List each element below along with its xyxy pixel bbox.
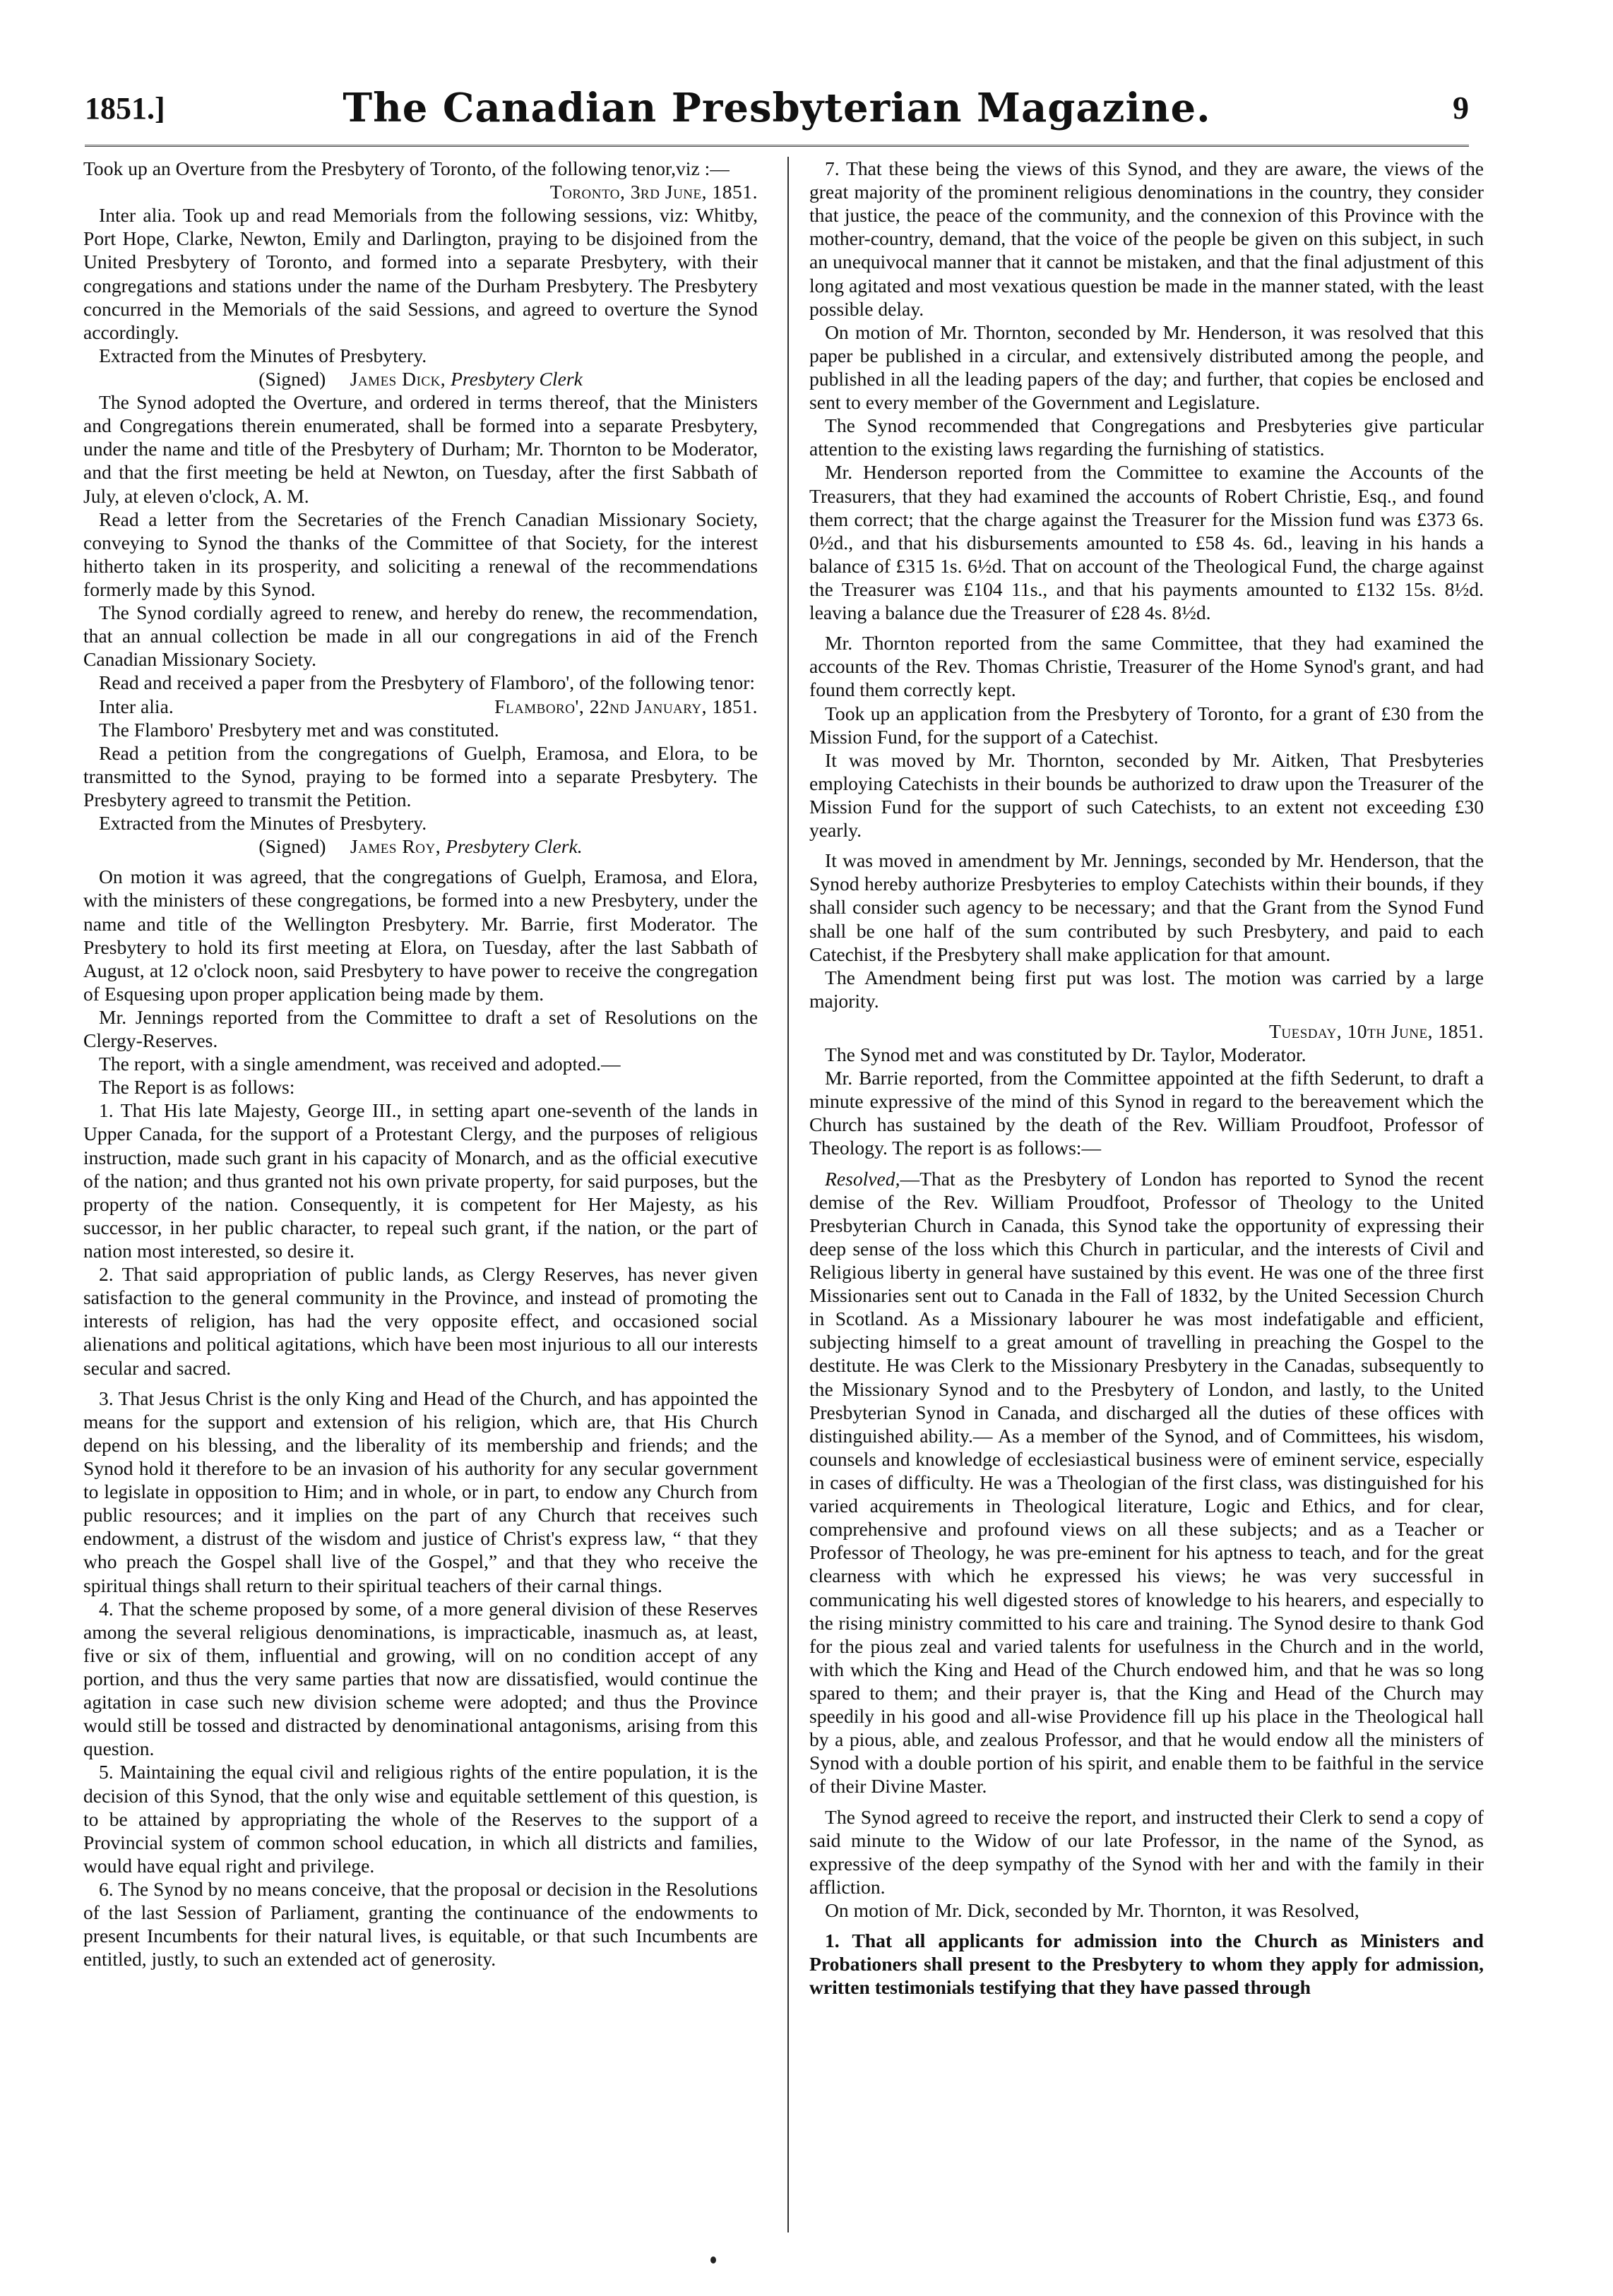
footer-dot [710, 2256, 716, 2264]
signatory-name: James Dick, [350, 367, 446, 390]
paragraph: Mr. Barrie reported, from the Committee appointed at the fifth Sederunt, to draft a minute expressive of the mind of this Synod in regard to the bereavement which the Church has sustained by the death of the Rev. William Proudfoot, Professor of Theology. The report is as follows:— [809, 1067, 1484, 1159]
paragraph: It was moved by Mr. Thornton, seconded by Mr. Aitken, That Presbyteries employing Catechists in their bounds be authorized to draw upon the Treasurer of the Mission Fund for the support of such Catechists, to an extent not exceeding £30 yearly. [809, 748, 1484, 842]
paragraph: Inter alia. Took up and read Memorials from the following sessions, viz: Whitby, Port Hope, Clarke, Newton, Emily and Darlington, praying to be disjoined from the United Presbytery of Toronto, and formed into a separate Presbytery, with their congregations and stations under the name of the Durham Presbytery. The Presbytery concurred in the Memorials of the said Sessions, and agreed to overture the Synod accordingly. [83, 204, 758, 343]
paragraph: Read and received a paper from the Presbytery of Flamboro', of the following tenor: [99, 671, 756, 694]
paragraph: Mr. Henderson reported from the Committee to examine the Accounts of the Treasurers, that they had examined the accounts of Robert Christie, Esq., and found them correct; that the charge against the Treasurer for the Mission fund was £373 6s. 0½d., and that his disbursements amounted to £58 4s. 6d., leaving in his hands a balance of £315 1s. 6½d. That on account of the Theological Fund, the charge against the Treasurer was £104 11s., and that his payments amounted to £132 15s. 8½d. leaving a balance due the Treasurer of £28 4s. 8½d. [809, 461, 1484, 624]
left-column [83, 157, 758, 1971]
paragraph: The Synod recommended that Congregations and Presbyteries give particular attention to the existing laws regarding the furnishing of statistics. [809, 414, 1484, 460]
resolution-item: 1. That His late Majesty, George III., in setting apart one-seventh of the lands in Upper Canada, for the support of a Protestant Clergy, and the purposes of religious instruction, made such grant in his capacity of Monarch, and as the official executive of the nation; and thus granted not his own private property, for said purposes, but the property of the nation. Consequently, it is competent for Her Majesty, as his successor, in her public character, to repeal such grant, if the nation, or the part of nation most interested, so desire it. [83, 1099, 758, 1262]
page-header [85, 85, 1469, 148]
paragraph: The Synod cordially agreed to renew, and hereby do renew, the recommendation, that an annual collection be made in all our congregations in aid of the French Canadian Missionary Society. [83, 602, 758, 671]
paragraph: The Report is as follows: [99, 1076, 295, 1099]
paragraph: Took up an Overture from the Presbytery of Toronto, of the following tenor,viz :— [83, 157, 730, 179]
paragraph: Extracted from the Minutes of Presbytery. [99, 344, 427, 366]
header-rule [85, 145, 1469, 147]
signatory-name: James Roy, [350, 835, 441, 858]
signed-label: (Signed) [258, 367, 326, 390]
paragraph: Mr. Thornton reported from the same Committee, that they had examined the accounts of the Rev. Thomas Christie, Treasurer of the Home Synod's grant, and had found them correctly kept. [809, 632, 1484, 701]
paragraph: The report, with a single amendment, was received and adopted.— [99, 1053, 621, 1075]
resolution-item: 2. That said appropriation of public lands, as Clergy Reserves, has never given satisfaction to the general community in the Province, and instead of promoting the interests of religion, has had the very opposite effect, and occasioned social alienations and political agitations, which have been most injurious to all our interests secular and sacred. [83, 1263, 758, 1379]
resolution-item: 6. The Synod by no means conceive, that the proposal or decision in the Resolutions of the last Session of Parliament, granting the continuance of the endowments to present Incumbents for their natural lives, is equitable, or that such Incumbents are entitled, justly, to such an extended act of generosity. [83, 1877, 758, 1971]
header-year: 1851.] [85, 91, 165, 126]
dateline-lead: Inter alia. [99, 695, 174, 717]
resolution-item: 4. That the scheme proposed by some, of a more general division of these Reserves among the several religious denominations, is impracticable, inasmuch as, at least, five or six of them, influential and growing, will on no condition accept of any portion, and thus the very same parties that now are dissatisfied, would continue the agitation in case such new division scheme were adopted; and thus the Province would still be tossed and distracted by denominational antagonisms, arising from this question. [83, 1597, 758, 1760]
paragraph: Mr. Jennings reported from the Committee to draft a set of Resolutions on the Clergy-Reserves. [83, 1005, 758, 1052]
page-number: 9 [1453, 90, 1469, 126]
column-divider [787, 157, 789, 2232]
paragraph: The Synod adopted the Overture, and ordered in terms thereof, that the Ministers and Congregations therein enumerated, shall be formed into a separate Presbytery, under the name and title of the Presbytery of Durham; Mr. Thornton to be Moderator, and that the first meeting be held at Newton, on Tuesday, after the first Sabbath of July, at eleven o'clock, A. M. [83, 391, 758, 507]
paragraph: The Synod met and was constituted by Dr. Taylor, Moderator. [825, 1044, 1307, 1066]
resolution-item: 1. That all applicants for admission into the Church as Ministers and Probationers shall present to the Presbytery to whom they apply for admission, written testimonials testifying that they have passed through [809, 1930, 1484, 1999]
resolution-item: 5. Maintaining the equal civil and religious rights of the entire population, it is the decision of this Synod, that the only wise and equitable settlement of this question, is to be attained by appropriating the whole of the Reserves to the support of a Provincial system of common school education, in which all districts and families, would have equal right and privilege. [83, 1761, 758, 1877]
dateline [83, 695, 758, 718]
signatory-role: Presbytery Clerk [451, 367, 583, 390]
paragraph: Read a letter from the Secretaries of the French Canadian Missionary Society, conveying to Synod the thanks of the Committee of that Society, for the interest hitherto taken in its prosperity, and soliciting a renewal of the recommendations formerly made by this Synod. [83, 508, 758, 600]
resolution-item: 7. That these being the views of this Synod, and they are aware, the views of the great majority of the prominent religious denominations in the country, they consider that justice, the peace of the community, and the connexion of this Province with the mother-country, demand, that the voice of the people be given on this subject, in such an unequivocal manner that it cannot be mistaken, and that the final adjustment of this long agitated and most vexatious question be made in the manner stated, with the least possible delay. [809, 157, 1484, 320]
resolution-text [809, 1167, 1484, 1798]
paragraph: On motion it was agreed, that the congregations of Guelph, Eramosa, and Elora, with the ministers of these congregations, be formed into a new Presbytery, under the name and title of the Wellington Presbytery. Mr. Barrie, first Moderator. The Presbytery to hold its first meeting at Elora, on Tuesday, after the last Sabbath of August, at 12 o'clock noon, said Presbytery to have power to receive the congregation of Esquesing upon proper application being made by them. [83, 866, 758, 1005]
paragraph: It was moved in amendment by Mr. Jennings, seconded by Mr. Henderson, that the Synod hereby authorize Presbyteries to employ Catechists within their bounds, if they shall consider such agency to be necessary; and that the Grant from the Synod Fund shall be one half of the sum contributed by such Presbytery, and paid to each Catechist, if the Presbytery shall make application for that amount. [809, 849, 1484, 965]
paragraph: Extracted from the Minutes of Presbytery. [99, 812, 427, 835]
paragraph: On motion of Mr. Dick, seconded by Mr. Thornton, it was Resolved, [825, 1899, 1359, 1921]
paragraph: On motion of Mr. Thornton, seconded by Mr. Henderson, it was resolved that this paper be published in a circular, and extensively distributed among the people, and published in all the leading papers of the day; and further, that copies be enclosed and sent to every member of the Government and Legislature. [809, 321, 1484, 414]
signature-line [83, 835, 758, 858]
resolved-body: —That as the Presbytery of London has reported to Synod the recent demise of the Rev. William Proudfoot, Professor of Theology to the United Presbyterian Church in Canada, this Synod take the opportunity of expressing their deep sense of the loss which this Church in particular, and the interests of Civil and Religious liberty in general have sustained by this event. He was one of the three first Missionaries sent out to Canada in the Fall of 1832, by the United Secession Church in Scotland. As a Missionary labourer he was most indefatigable and efficient, subjecting himself to a great amount of travelling in preaching the Gospel to the destitute. He was Clerk to the Missionary Presbytery in the Canadas, subsequently to the Missionary Synod and to the Presbytery of London, and lastly, to the United Presbyterian Synod in Canada, and discharged all the duties of these offices with distinguished ability.— As a member of the Synod, and of Committees, his wisdom, counsels and knowledge of ecclesiastical business were of eminent service, especially in cases of difficulty. He was a Theologian of the first class, was distinguished for his varied acquirements in Theological literature, Logic and Ethics, and for clear, comprehensive and profound views on all these subjects; and as a Teacher or Professor of Theology, he was pre-eminent for his aptness to teach, and for the great clearness with which he expressed his views; he was very successful in communicating his well digested stores of knowledge to his hearers, and especially to the rising ministry committed to his care and training. The Synod desire to thank God for the pious zeal and varied talents for usefulness in the Church and in the world, with which the King and Head of the Church endowed him, and that he was so long spared to them; and their prayer is, that the King and Head of the Church may speedily in his good and all-wise Providence fill up his place in the Theological hall by a pious, able, and zealous Professor, and that he would endow all the ministers of Synod with a double portion of his spirit, and enable them to be faithful in the service of their Divine Master. [809, 1167, 1484, 1798]
signed-label: (Signed) [258, 835, 326, 858]
paragraph: The Flamboro' Presbytery met and was constituted. [99, 718, 499, 741]
paragraph: Took up an application from the Presbytery of Toronto, for a grant of £30 from the Mission Fund, for the support of a Catechist. [809, 702, 1484, 748]
paragraph: The Amendment being first put was lost. The motion was carried by a large majority. [809, 966, 1484, 1012]
paragraph: The Synod agreed to receive the report, and instructed their Clerk to send a copy of said minute to the Widow of our late Professor, in the name of the Synod, as expressive of the deep sympathy of the Synod with her and with the family in their affliction. [809, 1805, 1484, 1898]
resolved-lead: Resolved, [825, 1167, 900, 1190]
signature-line [83, 367, 758, 390]
dateline: Toronto, 3rd June, 1851. [549, 181, 758, 203]
resolution-item: 3. That Jesus Christ is the only King and Head of the Church, and has appointed the means for the support and extension of his religion, which are, that His Church depend on his blessing, and the liberality of its membership and friends; and the Synod hold it therefore to be an invasion of his authority for any secular government to legislate in opposition to Him; and in whole, or in part, to endow any Church from public resources; and it implies on the part of any Church that receives such endowment, a distrust of the wisdom and justice of Christ's express law, “ that they who preach the Gospel shall live of the Gospel,” and that they who receive the spiritual things shall return to their spiritual teachers of their carnal things. [83, 1387, 758, 1596]
right-column [809, 157, 1484, 1999]
dateline: Tuesday, 10th June, 1851. [1269, 1020, 1484, 1042]
dateline-date: Flamboro', 22nd January, 1851. [494, 695, 758, 717]
signatory-role: Presbytery Clerk. [446, 835, 583, 858]
masthead-title: The Canadian Presbyterian Magazine. [343, 85, 1211, 131]
paragraph: Read a petition from the congregations of Guelph, Eramosa, and Elora, to be transmitted to the Synod, praying to be formed into a separate Presbytery. The Presbytery agreed to transmit the Petition. [83, 741, 758, 811]
